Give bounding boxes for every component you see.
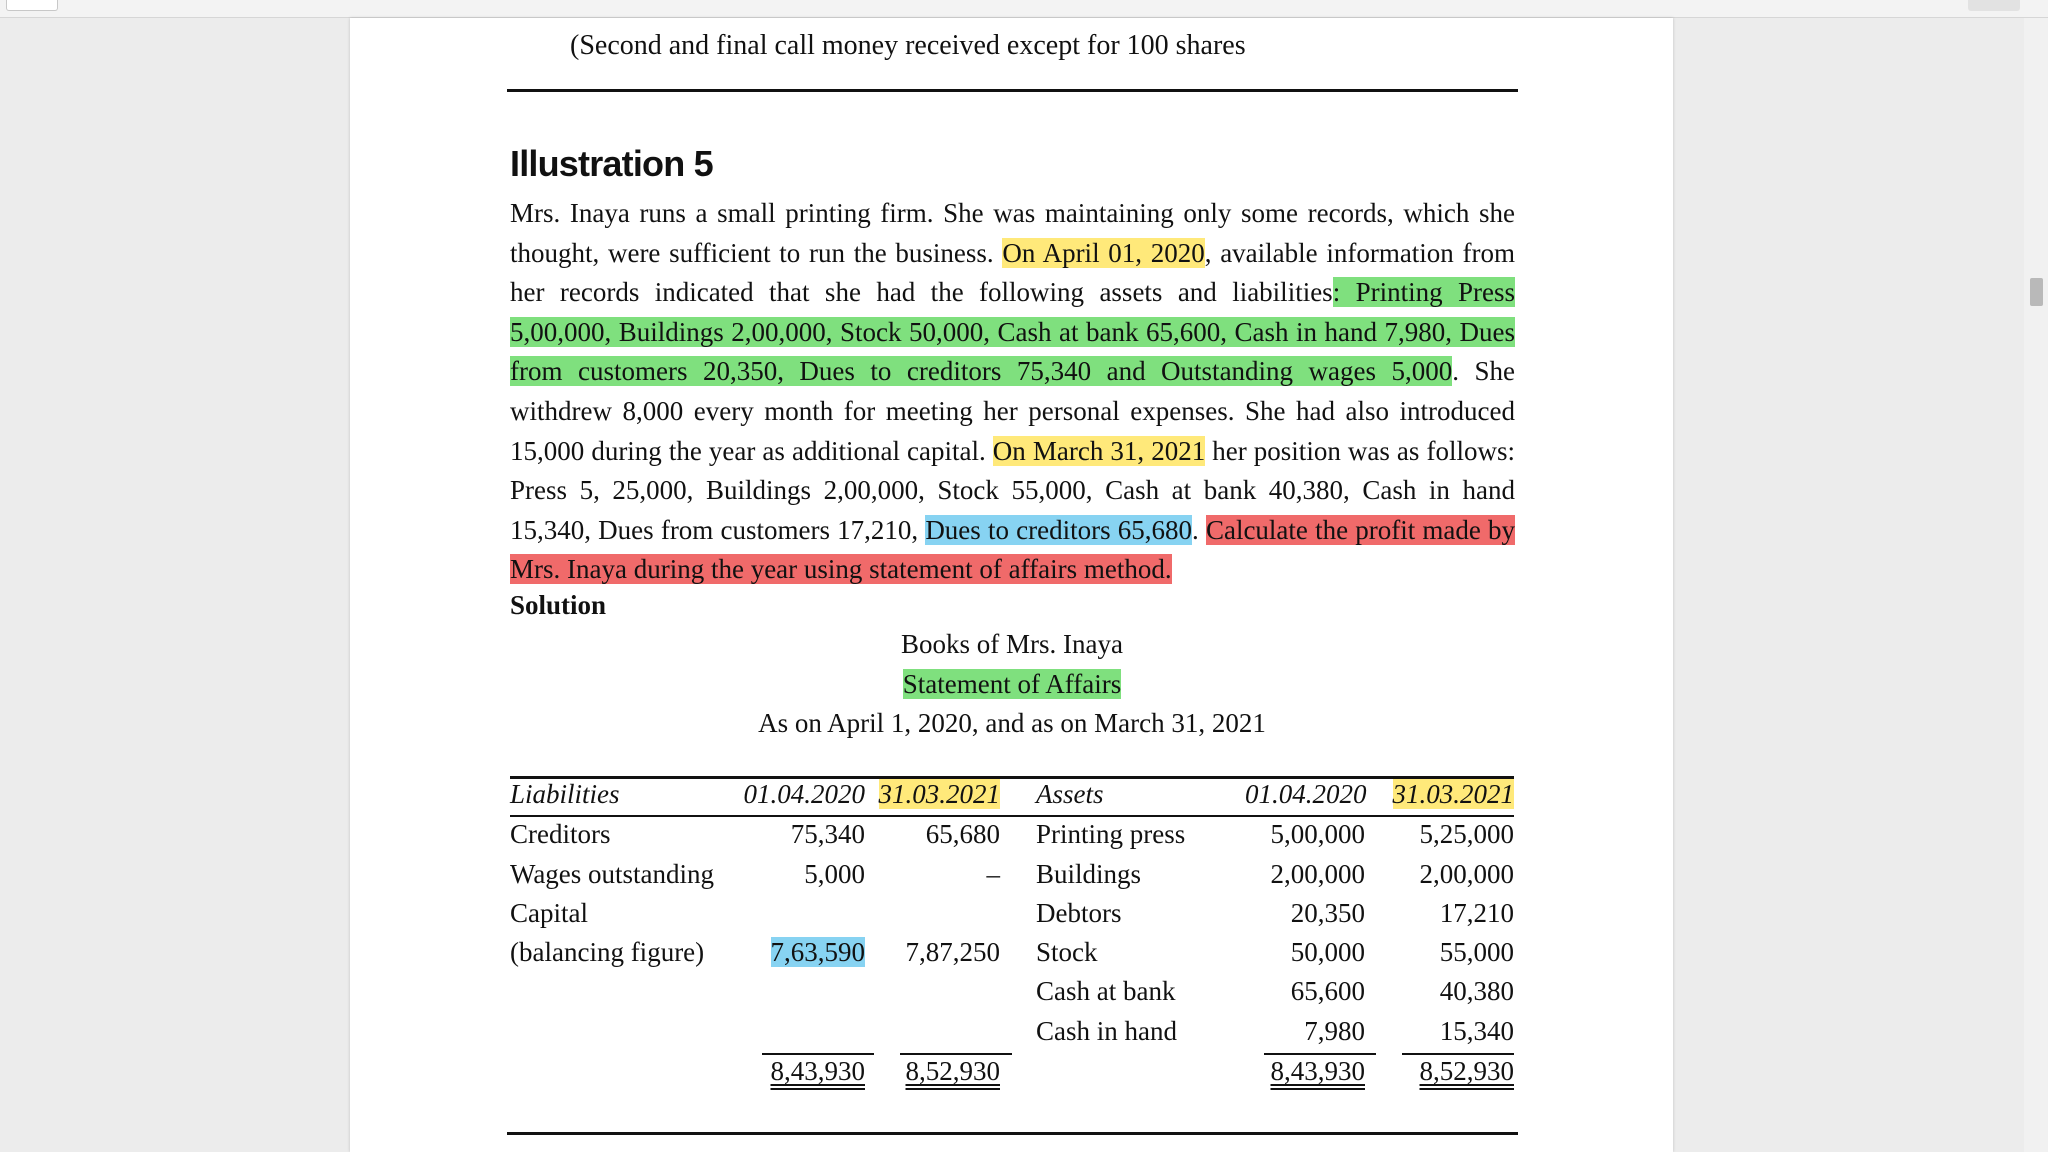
statement-title: Statement of Affairs: [902, 669, 1122, 699]
liability-name: Wages outstanding: [510, 859, 715, 889]
liability-name: Creditors: [510, 819, 611, 849]
asset-name: Cash at bank: [1036, 976, 1176, 1006]
paragraph-text: .: [1192, 514, 1206, 545]
header-liab-2020: 01.04.2020: [743, 779, 865, 809]
sum-rule: [762, 1053, 874, 1055]
liability-value-2021: 65,680: [925, 819, 1000, 849]
table-header-rule: [510, 815, 1514, 817]
sum-rule: [900, 1053, 1012, 1055]
asset-value-2021: 2,00,000: [1419, 859, 1514, 889]
asset-name: Buildings: [1036, 859, 1142, 889]
header-asset-2021-wrap: [1380, 778, 1514, 810]
asset-value-2021: 55,000: [1439, 937, 1514, 967]
header-liab-2021-wrap: [875, 778, 1000, 810]
asset-value-2021: 17,210: [1439, 898, 1514, 928]
header-liabilities: Liabilities: [510, 779, 620, 809]
highlight-task: Calculate the profit made by Mrs. Inaya during the year using statement of affairs method.: [510, 514, 1516, 585]
asset-value-2020: 65,600: [1290, 976, 1365, 1006]
books-title: Books of Mrs. Inaya: [901, 629, 1123, 659]
viewer-toolbar: [0, 0, 2048, 18]
liability-value-2020: 75,340: [790, 819, 865, 849]
section-divider-top: [507, 89, 1518, 92]
as-on-date: As on April 1, 2020, and as on March 31, 2021: [758, 708, 1266, 738]
previous-text-line: (Second and final call money received except for 100 shares: [570, 30, 1246, 61]
header-asset-2021: 31.03.2021: [1392, 779, 1514, 809]
liability-value-2021: –: [986, 859, 1000, 889]
capital-value-2020: 7,63,590: [770, 937, 865, 967]
header-assets: Assets: [1036, 779, 1104, 809]
vertical-scrollbar[interactable]: [2024, 18, 2048, 1152]
paragraph-text: Mrs. Inaya runs a small printing firm. She was maintaining only some records, which she thought, were sufficient to run the business.: [510, 198, 1515, 268]
solution-label: Solution: [510, 590, 607, 620]
asset-value-2021: 5,25,000: [1419, 819, 1514, 849]
asset-value-2021: 40,380: [1439, 976, 1514, 1006]
statement-title-wrap: [510, 669, 1514, 700]
total-assets-2021: 8,52,930: [1419, 1056, 1514, 1086]
total-asset-2021-wrap: [1380, 1055, 1514, 1087]
sum-rule: [1402, 1053, 1514, 1055]
liability-name: (balancing figure): [510, 937, 705, 967]
header-asset-2020: 01.04.2020: [1245, 779, 1367, 809]
highlight-opening-assets: : Printing Press 5,00,000, Buildings 2,00,000, Stock 50,000, Cash at bank 65,600, Cash in hand 7,980, Dues from customers 20,350, Dues to creditors 75,340 and Outstanding wages 5,000: [510, 277, 1515, 387]
toolbar-right-button[interactable]: [1968, 0, 2020, 11]
liability-name: Capital: [510, 898, 588, 928]
asset-value-2021: 15,340: [1439, 1016, 1514, 1046]
asset-name: Stock: [1036, 937, 1098, 967]
asset-value-2020: 20,350: [1290, 898, 1365, 928]
asset-value-2020: 7,980: [1304, 1016, 1365, 1046]
highlight-date-start: On April 01, 2020: [1002, 237, 1205, 268]
capital-2020-wrap: [740, 936, 865, 968]
asset-name: Debtors: [1036, 898, 1122, 928]
asset-name: Cash in hand: [1036, 1016, 1177, 1046]
asset-value-2020: 5,00,000: [1270, 819, 1365, 849]
paragraph-text: , available information from her records indicated that she had the following assets and liabilities: [510, 237, 1515, 308]
highlight-date-end: On March 31, 2021: [992, 435, 1206, 466]
paragraph-text: her position was as follows: Press 5, 25,000, Buildings 2,00,000, Stock 55,000, Cash at bank 40,380, Cash in hand 15,340, Dues from customers 17,210,: [510, 435, 1515, 545]
liability-value-2020: 5,000: [804, 859, 865, 889]
problem-paragraph: [510, 194, 1515, 590]
total-liabilities-2021: 8,52,930: [905, 1056, 1000, 1086]
total-asset-2020-wrap: [1245, 1055, 1365, 1087]
capital-value-2021: 7,87,250: [905, 937, 1000, 967]
highlight-dues-creditors: Dues to creditors 65,680: [925, 514, 1193, 545]
section-divider-bottom: [507, 1132, 1518, 1135]
total-liabilities-2020: 8,43,930: [770, 1056, 865, 1086]
toolbar-tab-button[interactable]: [6, 0, 58, 11]
total-assets-2020: 8,43,930: [1270, 1056, 1365, 1086]
asset-value-2020: 50,000: [1290, 937, 1365, 967]
sum-rule: [1264, 1053, 1376, 1055]
header-liab-2021: 31.03.2021: [878, 779, 1000, 809]
asset-name: Printing press: [1036, 819, 1186, 849]
paragraph-text: . She withdrew 8,000 every month for meeting her personal expenses. She had also introduced 15,000 during the year as additional capital.: [510, 356, 1516, 466]
scrollbar-thumb[interactable]: [2030, 278, 2043, 306]
illustration-title: Illustration 5: [510, 143, 713, 184]
total-liab-2020-wrap: [740, 1055, 865, 1087]
asset-value-2020: 2,00,000: [1270, 859, 1365, 889]
total-liab-2021-wrap: [875, 1055, 1000, 1087]
